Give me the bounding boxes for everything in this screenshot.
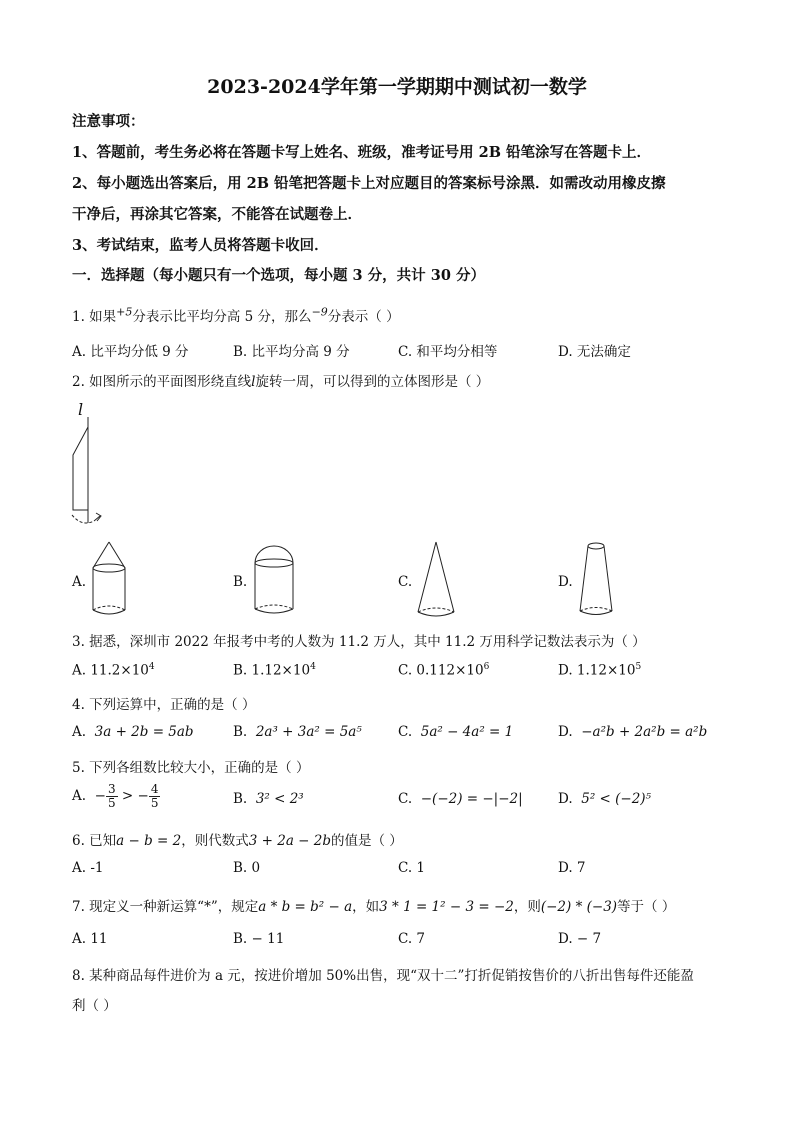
q4-option-b: B. 2a³ + 3a² = 5a⁵ [233,724,362,740]
q5-option-d: D. 5² < (−2)⁵ [558,791,651,807]
question-2: 2. 如图所示的平面图形绕直线l旋转一周，可以得到的立体图形是（ ） [72,374,490,390]
q7-option-d: D. − 7 [558,931,602,947]
dome-on-cylinder-figure [252,543,296,619]
note-item-2-cont: 干净后，再涂其它答案，不能答在试题卷上． [72,206,362,223]
question-3: 3. 据悉，深圳市 2022 年报考中考的人数为 11.2 万人，其中 11.2 万用科学记数法表示为（ ） [72,634,646,650]
page-title: 2023-2024学年第一学期期中测试初一数学 [207,76,587,98]
q6-option-a: A. -1 [72,860,104,876]
q7-option-a: A. 11 [72,931,108,947]
q4-option-c: C. 5a² − 4a² = 1 [398,724,514,740]
q2-option-a-label: A. [72,574,87,590]
q3-option-a: A. $11.2\times 10^4$ [72,662,155,679]
question-4: 4. 下列运算中，正确的是（ ） [72,697,256,713]
q2-option-d-label: D. [558,574,573,590]
cone-on-cylinder-figure [90,540,132,620]
notes-heading: 注意事项： [72,113,145,130]
axis-label-l: l [78,400,84,419]
q3-option-b: B. $1.12\times 10^4$ [233,662,316,679]
cone-figure [415,540,459,620]
frustum-figure [577,541,617,619]
section-heading: 一．选择题（每小题只有一个选项，每小题 3 分，共计 30 分） [72,267,485,284]
q3-option-d: D. $1.12\times 10^5$ [558,662,642,679]
q4-option-a: A. 3a + 2b = 5ab [72,724,194,740]
question-8-line-2: 利（ ） [72,998,117,1014]
q4-option-d: D. −a²b + 2a²b = a²b [558,724,708,740]
q6-option-d: D. 7 [558,860,586,876]
q2-option-c-label: C. [398,574,413,590]
note-item-3: 3、考试结束，监考人员将答题卡收回． [72,237,329,254]
question-7: 7. 现定义一种新运算“*”，规定a * b = b² − a，如3 * 1 = 1² − 3 = −2，则(−2) * (−3)等于（ ） [72,899,676,915]
q7-option-c: C. 7 [398,931,426,947]
question-5: 5. 下列各组数比较大小，正确的是（ ） [72,760,310,776]
plane-figure [60,405,120,530]
q1-option-b: B. 比平均分高 9 分 [233,344,350,360]
q6-option-c: C. 1 [398,860,426,876]
q7-option-b: B. − 11 [233,931,285,947]
q6-option-b: B. 0 [233,860,261,876]
question-1: 1. 如果$^{+5}$分表示比平均分高 5 分，那么$^{-9}$分表示（ ） [72,305,400,325]
note-item-1: 1、答题前，考生务必将在答题卡写上姓名、班级，准考证号用 2B 铅笔涂写在答题卡上． [72,144,652,161]
q1-option-a: A. 比平均分低 9 分 [72,344,189,360]
q5-option-a: A. − $\frac{3}{5}$ > − $\frac{4}{5}$ [72,782,159,811]
q1-option-c: C. 和平均分相等 [398,344,498,360]
q5-option-c: C. −(−2) = −|−2| [398,791,523,807]
q1-option-d: D. 无法确定 [558,344,631,360]
q2-option-b-label: B. [233,574,248,590]
note-item-2: 2、每小题选出答案后，用 2B 铅笔把答题卡上对应题目的答案标号涂黑．如需改动用橡皮擦 [72,175,666,192]
question-6: 6. 已知a − b = 2，则代数式3 + 2a − 2b的值是（ ） [72,833,403,849]
q3-option-c: C. $0.112\times 10^6$ [398,662,490,679]
question-8-line-1: 8. 某种商品每件进价为 a 元，按进价增加 50%出售，现“双十二”打折促销按售价的八折出售每件还能盈 [72,968,694,984]
q5-option-b: B. 3² < 2³ [233,791,304,807]
